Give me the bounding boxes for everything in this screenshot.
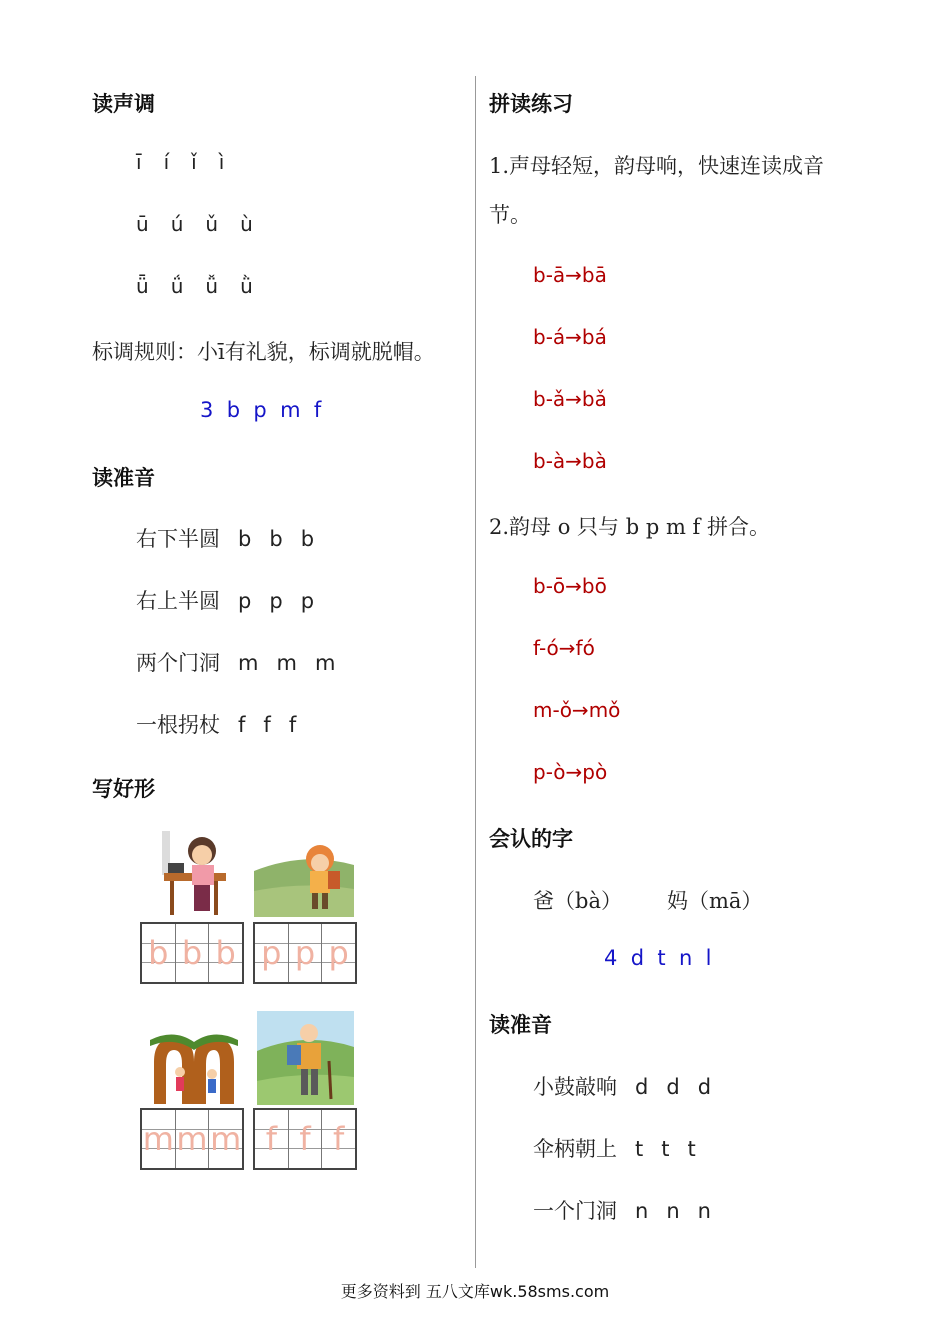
grid-cell: m xyxy=(176,1110,210,1168)
sound-letter: f xyxy=(288,713,297,737)
grid-cell: b xyxy=(176,924,210,982)
sound-letter: n xyxy=(666,1199,680,1223)
sound-letter: p xyxy=(300,589,315,613)
sound-row-p xyxy=(136,585,314,615)
tone-mark: ǐ xyxy=(191,150,197,174)
heading-read-sound-left: 读准音 xyxy=(92,466,155,490)
char-ba xyxy=(533,885,622,915)
sound-letter: t xyxy=(635,1137,644,1161)
grid-cell: p xyxy=(322,924,355,982)
tone-mark: ī xyxy=(136,150,142,174)
sound-letter: d xyxy=(635,1075,649,1099)
sound-phrase: 一根拐杖 xyxy=(136,713,220,737)
tone-mark: ú xyxy=(170,212,184,236)
heading-read-tones: 读声调 xyxy=(92,92,155,116)
sound-row-m xyxy=(136,647,335,677)
heading-chars: 会认的字 xyxy=(489,827,573,851)
practice-item-2: 2.韵母 o 只与 b p m f 拼合。 xyxy=(489,515,770,539)
tone-row-v xyxy=(136,274,275,298)
sound-row-t xyxy=(533,1133,696,1163)
tone-mark: ǘ xyxy=(170,274,184,298)
practice-item-1-cont: 节。 xyxy=(489,203,531,227)
sound-letter: d xyxy=(666,1075,680,1099)
sound-letter: d xyxy=(697,1075,712,1099)
sound-phrase: 一个门洞 xyxy=(533,1199,617,1223)
grid-cell: p xyxy=(289,924,323,982)
tone-mark: ǜ xyxy=(240,274,253,298)
grid-cell: b xyxy=(142,924,176,982)
tone-row-i xyxy=(136,150,246,174)
sound-phrase: 伞柄朝上 xyxy=(533,1137,617,1161)
grid-cell: p xyxy=(255,924,289,982)
char: 妈 xyxy=(667,889,688,913)
grid-cell: b xyxy=(209,924,242,982)
spelling-fo: f-ó→fó xyxy=(533,636,595,660)
man-cane-illustration xyxy=(257,1011,354,1105)
tone-mark: ù xyxy=(240,212,253,236)
writing-grid-p xyxy=(253,922,357,984)
char-pinyin: （mā） xyxy=(688,889,763,913)
spelling-ba1: b-ā→bā xyxy=(533,263,607,287)
sound-row-n xyxy=(533,1195,711,1225)
sound-letter: m xyxy=(238,651,259,675)
column-divider xyxy=(475,76,476,1268)
sound-letter: b xyxy=(300,527,315,551)
sound-row-d xyxy=(533,1071,711,1101)
sound-letter: f xyxy=(238,713,246,737)
lesson-4-title: 4 d t n l xyxy=(604,946,712,970)
spelling-ba4: b-à→bà xyxy=(533,449,607,473)
spelling-po: p-ò→pò xyxy=(533,760,608,784)
sound-letter: p xyxy=(238,589,252,613)
heading-read-sound-right: 读准音 xyxy=(489,1013,552,1037)
spelling-ba3: b-ǎ→bǎ xyxy=(533,387,607,411)
grid-cell: m xyxy=(209,1110,242,1168)
sound-letter: t xyxy=(687,1137,696,1161)
tone-mark: í xyxy=(163,150,170,174)
grid-cell: f xyxy=(289,1110,323,1168)
practice-item-1: 1.声母轻短，韵母响，快速连读成音 xyxy=(489,154,825,178)
sound-letter: b xyxy=(238,527,252,551)
spelling-mo: m-ǒ→mǒ xyxy=(533,698,621,722)
tone-row-u xyxy=(136,212,275,236)
heading-practice: 拼读练习 xyxy=(489,92,573,116)
sound-letter: b xyxy=(269,527,283,551)
sound-letter: p xyxy=(269,589,283,613)
grid-cell: f xyxy=(322,1110,355,1168)
sound-phrase: 两个门洞 xyxy=(136,651,220,675)
sound-phrase: 右下半圆 xyxy=(136,527,220,551)
sound-letter: f xyxy=(263,713,271,737)
tone-mark: ǚ xyxy=(205,274,219,298)
writing-grid-m xyxy=(140,1108,244,1170)
spelling-ba2: b-á→bá xyxy=(533,325,607,349)
sound-letter: m xyxy=(314,651,336,675)
heading-write: 写好形 xyxy=(92,777,155,801)
writing-grid-b xyxy=(140,922,244,984)
sound-row-f xyxy=(136,709,296,739)
sound-letter: n xyxy=(697,1199,711,1223)
lesson-3-title: 3 b p m f xyxy=(200,398,322,422)
sound-phrase: 小鼓敲响 xyxy=(533,1075,617,1099)
spelling-bo: b-ō→bō xyxy=(533,574,607,598)
writing-grid-f xyxy=(253,1108,357,1170)
sound-letter: n xyxy=(635,1199,649,1223)
girl-phone-illustration xyxy=(158,827,230,917)
grid-cell: f xyxy=(255,1110,289,1168)
girl-backpack-illustration xyxy=(254,831,354,917)
tone-mark: ǔ xyxy=(205,212,219,236)
sound-letter: m xyxy=(276,651,297,675)
char-pinyin: （bà） xyxy=(554,889,622,913)
char: 爸 xyxy=(533,889,554,913)
footer-link[interactable]: 更多资料到 五八文库wk.58sms.com xyxy=(340,1282,610,1301)
door-arch-illustration xyxy=(150,1032,238,1104)
tone-mark: ì xyxy=(218,150,225,174)
grid-cell: m xyxy=(142,1110,176,1168)
sound-phrase: 右上半圆 xyxy=(136,589,220,613)
sound-row-b xyxy=(136,523,314,553)
tone-rule: 标调规则：小ī有礼貌，标调就脱帽。 xyxy=(92,340,435,364)
tone-mark: ǖ xyxy=(136,274,149,298)
sound-letter: t xyxy=(661,1137,670,1161)
tone-mark: ū xyxy=(136,212,149,236)
char-ma xyxy=(667,885,762,915)
